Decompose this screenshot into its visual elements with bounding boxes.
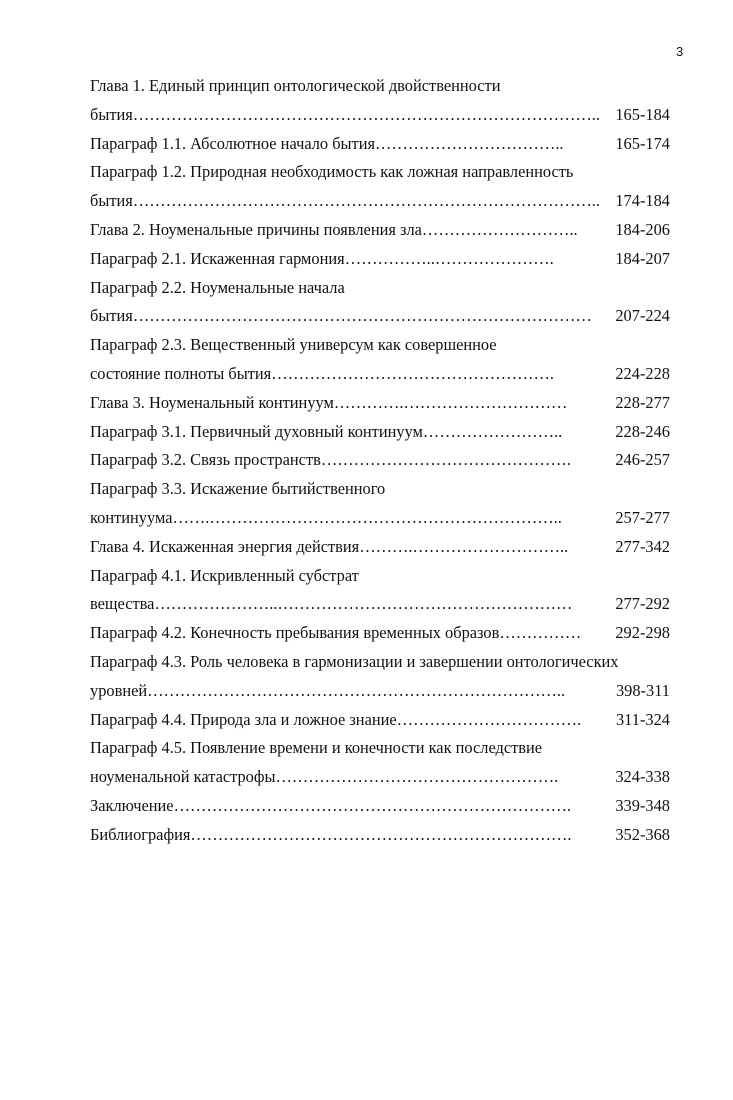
toc-page-range: 165-174 [615, 133, 670, 153]
toc-page-range: 228-277 [615, 392, 670, 412]
toc-line [90, 418, 670, 447]
toc-entry-text: Глава 2. Ноуменальные причины появления зла……………………….. [90, 219, 578, 239]
toc-line [90, 446, 670, 475]
toc-entry-text: Параграф 3.1. Первичный духовный континуум…………………….. [90, 421, 563, 441]
toc-line: Глава 1. Единый принцип онтологической двойственности [90, 76, 501, 95]
toc-entry-text: ноуменальной катастрофы……………………………………………. [90, 767, 559, 787]
toc-entry-text: Глава 3. Ноуменальный континуум………….………………………… [90, 392, 568, 412]
toc-line [90, 590, 670, 619]
toc-entry-text: Параграф 4.4. Природа зла и ложное знание……………………………. [90, 709, 582, 729]
toc-entry-text: Библиография……………………………………………………………. [90, 824, 572, 844]
toc-page-range: 174-184 [615, 191, 670, 211]
toc-entry-text: Глава 4. Искаженная энергия действия……….……………………….. [90, 536, 569, 556]
toc-line [90, 821, 670, 850]
table-of-contents [90, 72, 670, 850]
toc-entry-text: Параграф 4.2. Конечность пребывания временных образов…………… [90, 623, 582, 643]
toc-page-range: 184-206 [615, 219, 670, 239]
toc-entry-text: состояние полноты бытия……………………………………………. [90, 363, 554, 383]
page-number: 3 [676, 44, 684, 59]
toc-line [90, 130, 670, 159]
toc-line [90, 187, 670, 216]
toc-page-range: 292-298 [615, 623, 670, 643]
toc-page-range: 352-368 [615, 824, 670, 844]
toc-entry-text: Параграф 2.1. Искаженная гармония……………..…………………. [90, 248, 554, 268]
toc-page-range: 224-228 [615, 363, 670, 383]
toc-page-range: 398-311 [615, 680, 670, 700]
toc-page-range: 339-348 [615, 795, 670, 815]
toc-entry-text: Параграф 1.1. Абсолютное начало бытия…………………………….. [90, 133, 564, 153]
toc-line: Параграф 4.3. Роль человека в гармонизации и завершении онтологических [90, 651, 619, 671]
toc-line: Параграф 4.1. Искривленный субстрат [90, 565, 359, 585]
toc-line [90, 245, 670, 274]
toc-page-range: 246-257 [615, 450, 670, 470]
toc-line: Параграф 2.2. Ноуменальные начала [90, 277, 345, 297]
toc-line [90, 360, 670, 389]
toc-page-range: 165-184 [615, 104, 670, 124]
toc-page-range: 257-277 [615, 507, 670, 527]
toc-page-range: 184-207 [615, 248, 670, 268]
toc-entry-text: бытия………………………………………………………………………… [90, 306, 592, 326]
toc-page-range: 311-324 [615, 709, 670, 729]
toc-page-range: 207-224 [615, 306, 670, 326]
toc-line: Параграф 2.3. Вещественный универсум как совершенное [90, 335, 497, 355]
toc-line [90, 533, 670, 562]
toc-line [90, 619, 670, 648]
toc-page-range: 277-292 [615, 594, 670, 614]
toc-line [90, 302, 670, 331]
toc-entry-text: вещества…………………..……………………………………………… [90, 594, 573, 614]
toc-entry-text: уровней………………………………………………………………….. [90, 680, 566, 700]
toc-line [90, 792, 670, 821]
toc-line [90, 101, 670, 130]
toc-page-range: 228-246 [615, 421, 670, 441]
toc-line: Параграф 4.5. Появление времени и конечности как последствие [90, 738, 543, 758]
toc-entry-text: бытия………………………………………………………………………….. [90, 104, 600, 124]
toc-line [90, 763, 670, 792]
toc-line: Параграф 1.2. Природная необходимость как ложная направленность [90, 162, 574, 182]
toc-line [90, 504, 670, 533]
toc-line: Параграф 3.3. Искажение бытийственного [90, 479, 386, 499]
toc-line [90, 389, 670, 418]
toc-entry-text: континуума…….……………………………………………………….. [90, 507, 562, 527]
toc-entry-text: Заключение………………………………………………………………. [90, 795, 572, 815]
toc-entry-text: Параграф 3.2. Связь пространств………………………………………. [90, 450, 571, 470]
toc-page-range: 324-338 [615, 767, 670, 787]
toc-line [90, 216, 670, 245]
toc-line [90, 677, 670, 706]
toc-entry-text: бытия………………………………………………………………………….. [90, 191, 600, 211]
toc-line [90, 706, 670, 735]
toc-page-range: 277-342 [615, 536, 670, 556]
